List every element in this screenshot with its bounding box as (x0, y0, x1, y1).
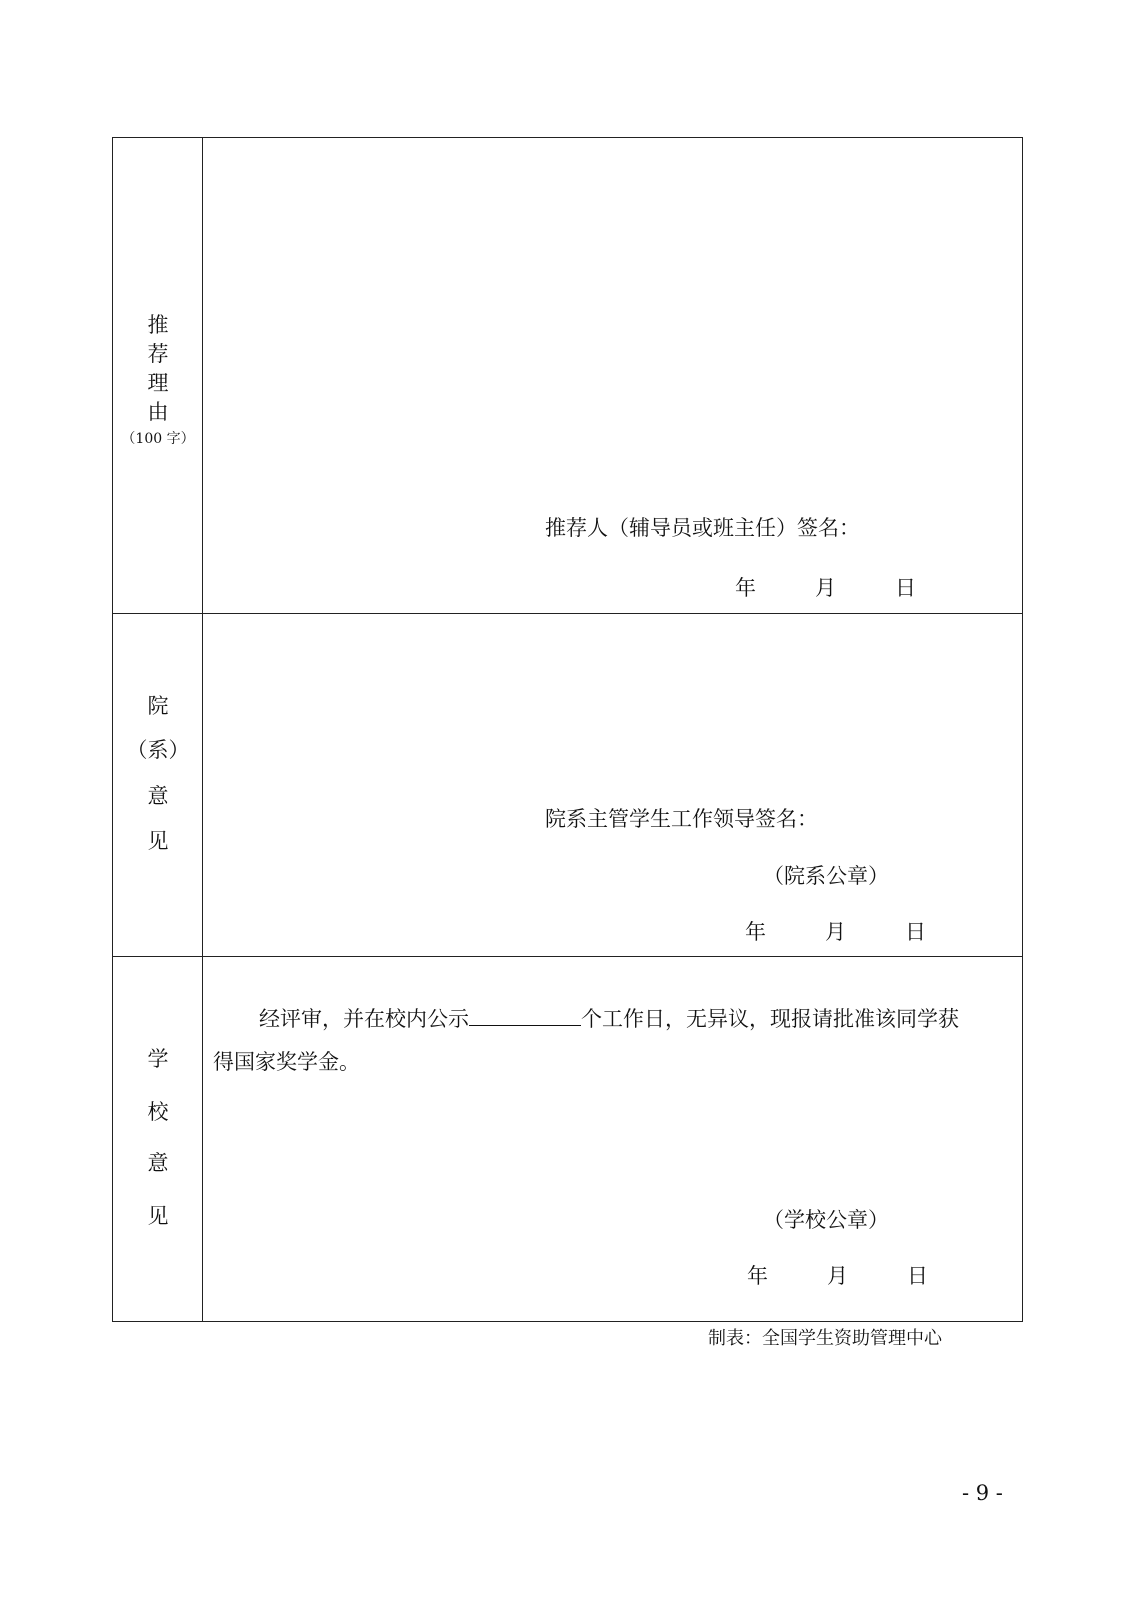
recommendation-label-char: 推 (147, 313, 169, 337)
school-label-char: 意 (147, 1151, 169, 1175)
school-seal: （学校公章） (763, 1208, 889, 1232)
department-label-cell (113, 614, 203, 956)
school-label-char: 学 (147, 1047, 169, 1071)
recommendation-label-char: 荐 (147, 342, 169, 366)
school-content-cell[interactable] (203, 957, 1022, 1321)
form-maker-note: 制表：全国学生资助管理中心 (708, 1328, 942, 1349)
school-date-day: 日 (907, 1264, 928, 1288)
school-statement-after-blank: 个工作日，无异议，现报请批准该同学获 (581, 1007, 959, 1031)
school-statement-line-1 (259, 1005, 959, 1032)
school-statement-before-blank: 经评审，并在校内公示 (259, 1007, 469, 1031)
department-date-year: 年 (745, 920, 766, 944)
department-label-char: 院 (147, 694, 169, 718)
recommendation-date-year: 年 (735, 576, 756, 600)
page-number: - 9 - (962, 1481, 1003, 1505)
school-opinion-row (113, 957, 1022, 1321)
school-date-month: 月 (827, 1264, 848, 1288)
recommendation-content-cell[interactable] (203, 138, 1022, 613)
recommendation-date-month: 月 (815, 576, 836, 600)
school-label-char: 校 (147, 1100, 169, 1124)
scholarship-form-table (112, 137, 1023, 1322)
department-label-char: 意 (147, 784, 169, 808)
department-content-cell[interactable] (203, 614, 1022, 956)
publicity-days-blank[interactable] (469, 1005, 581, 1026)
department-leader-signature-line: 院系主管学生工作领导签名： (545, 807, 818, 831)
school-statement-line-2: 得国家奖学金。 (213, 1050, 360, 1074)
recommendation-word-limit: （100 字） (121, 431, 195, 447)
recommendation-row (113, 138, 1022, 614)
recommendation-date-day: 日 (895, 576, 916, 600)
school-label-char: 见 (147, 1204, 169, 1228)
recommender-signature-line: 推荐人（辅导员或班主任）签名： (545, 516, 860, 540)
department-opinion-row (113, 614, 1022, 957)
department-label-char: 见 (147, 829, 169, 853)
department-seal: （院系公章） (763, 864, 889, 888)
recommendation-label-char: 理 (147, 371, 169, 395)
school-label-cell (113, 957, 203, 1321)
recommendation-label-char: 由 (147, 400, 169, 424)
recommendation-label-cell (113, 138, 203, 613)
department-date-month: 月 (825, 920, 846, 944)
department-date-day: 日 (905, 920, 926, 944)
department-label-char: （系） (126, 738, 190, 762)
school-date-year: 年 (747, 1264, 768, 1288)
